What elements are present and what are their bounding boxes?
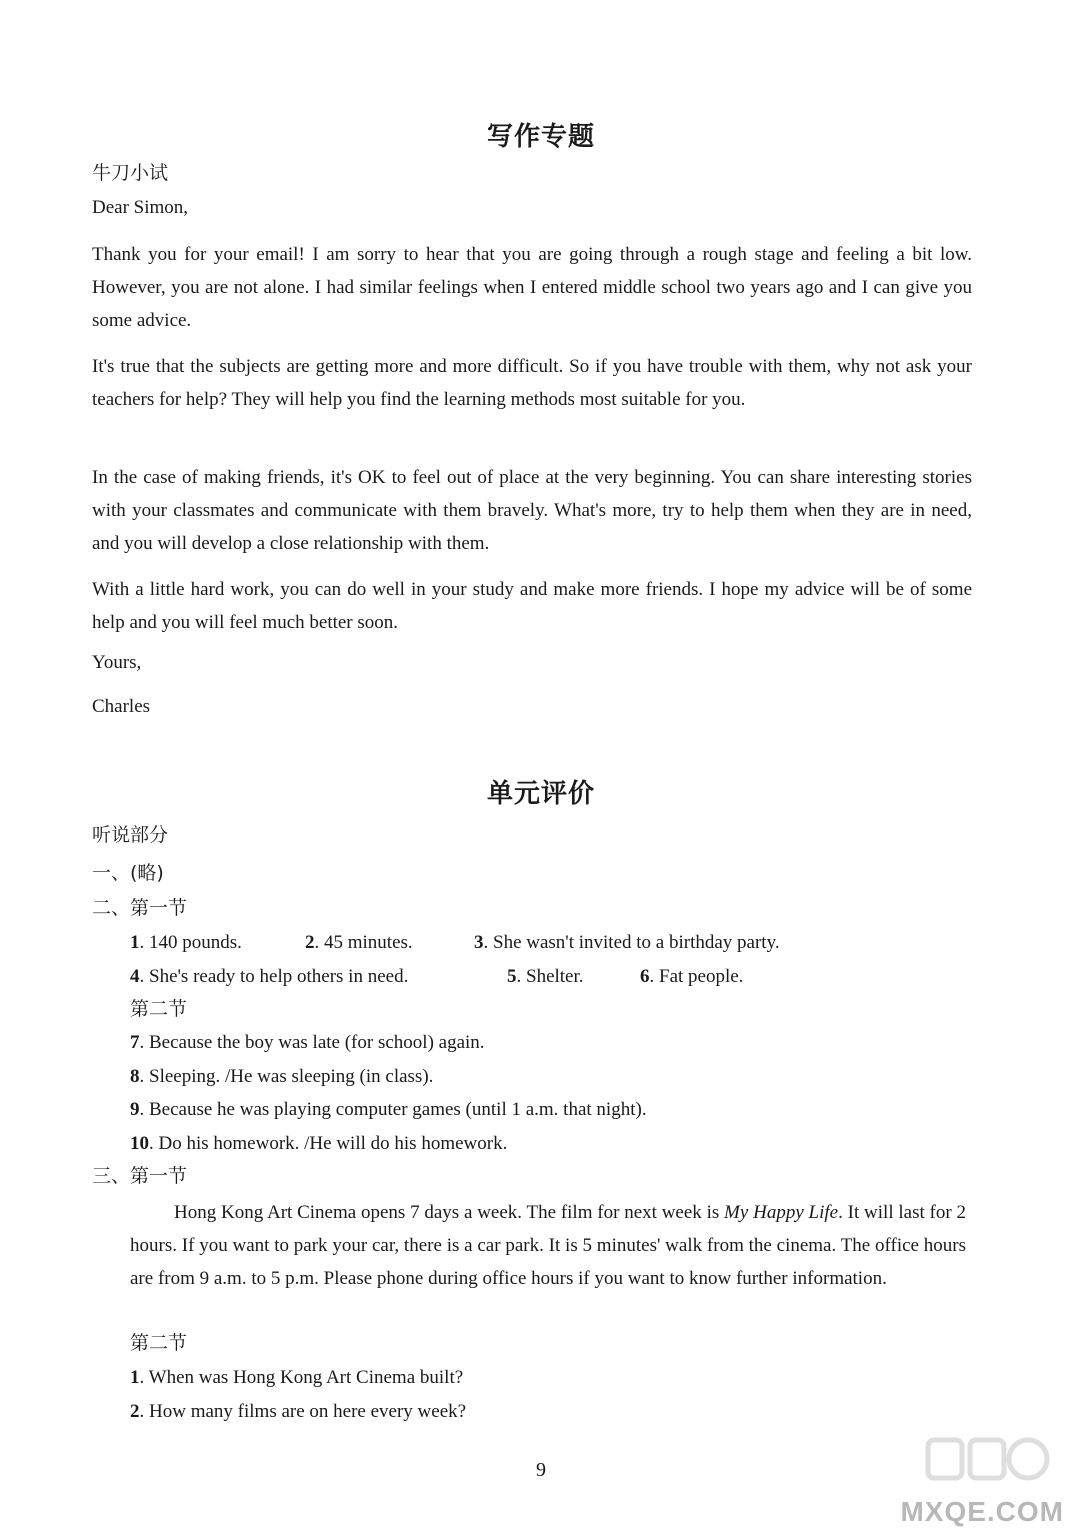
letter-paragraph-3: In the case of making friends, it's OK to feel out of place at the very beginning. You can share interesting stories with your classmates and communicate with them bravely. What's more, try to help them when they are in need, and you will develop a close relationship with them. [92,467,972,554]
answer-item: 1. When was Hong Kong Art Cinema built? [130,1367,464,1388]
film-title: My Happy Life [724,1202,839,1223]
section-1-heading: 一、(略) [92,862,164,884]
watermark-text: MXQE.COM [900,1496,1064,1527]
answer-item: 3. She wasn't invited to a birthday party. [474,932,780,953]
unit-title: 单元评价 [486,779,595,808]
answer-item: 7. Because the boy was late (for school) again. [130,1032,485,1053]
letter-salutation: Dear Simon, [92,197,189,218]
letter-paragraph-1: Thank you for your email! I am sorry to hear that you are going through a rough stage and feeling a bit low. However, you are not alone. I had similar feelings when I entered middle school two years ago and I can give you some advice. [92,244,972,331]
listening-passage: Hong Kong Art Cinema opens 7 days a week. The film for next week is My Happy Life. It will last for 2 hours. If you want to park your car, there is a car park. It is 5 minutes' walk from the cinema. The office hours are from 9 a.m. to 5 p.m. Please phone during office hours if you want to know further information. [130,1202,967,1289]
writing-title: 写作专题 [486,122,595,151]
answer-item: 8. Sleeping. /He was sleeping (in class). [130,1066,434,1087]
letter-paragraph-2: It's true that the subjects are getting more and more difficult. So if you have trouble with them, why not ask your teachers for help? They will help you find the learning methods most suitable for you. [92,356,972,410]
letter-paragraph-4: With a little hard work, you can do well in your study and make more friends. I hope my advice will be of some help and you will feel much better soon. [92,579,972,633]
answer-item: 9. Because he was playing computer games (until 1 a.m. that night). [130,1099,647,1120]
section-2-part-2-heading: 第二节 [130,998,188,1020]
answer-item: 10. Do his homework. /He will do his homework. [130,1133,508,1154]
section-2-heading: 二、第一节 [92,897,188,919]
answer-item: 2. How many films are on here every week? [130,1401,467,1422]
unit-part-label: 听说部分 [92,824,169,846]
page-number: 9 [536,1459,546,1481]
answer-item: 2. 45 minutes. [305,932,413,953]
answer-item: 1. 140 pounds. [130,932,242,953]
letter-closing: Yours, [92,652,142,673]
letter-signature: Charles [92,696,151,717]
answer-item: 5. Shelter. [507,966,584,987]
answer-item: 4. She's ready to help others in need. [130,966,409,987]
writing-section-label: 牛刀小试 [92,162,169,184]
section-3-heading: 三、第一节 [92,1165,188,1187]
section-3-part-2-heading: 第二节 [130,1332,188,1354]
answer-item: 6. Fat people. [640,966,744,987]
